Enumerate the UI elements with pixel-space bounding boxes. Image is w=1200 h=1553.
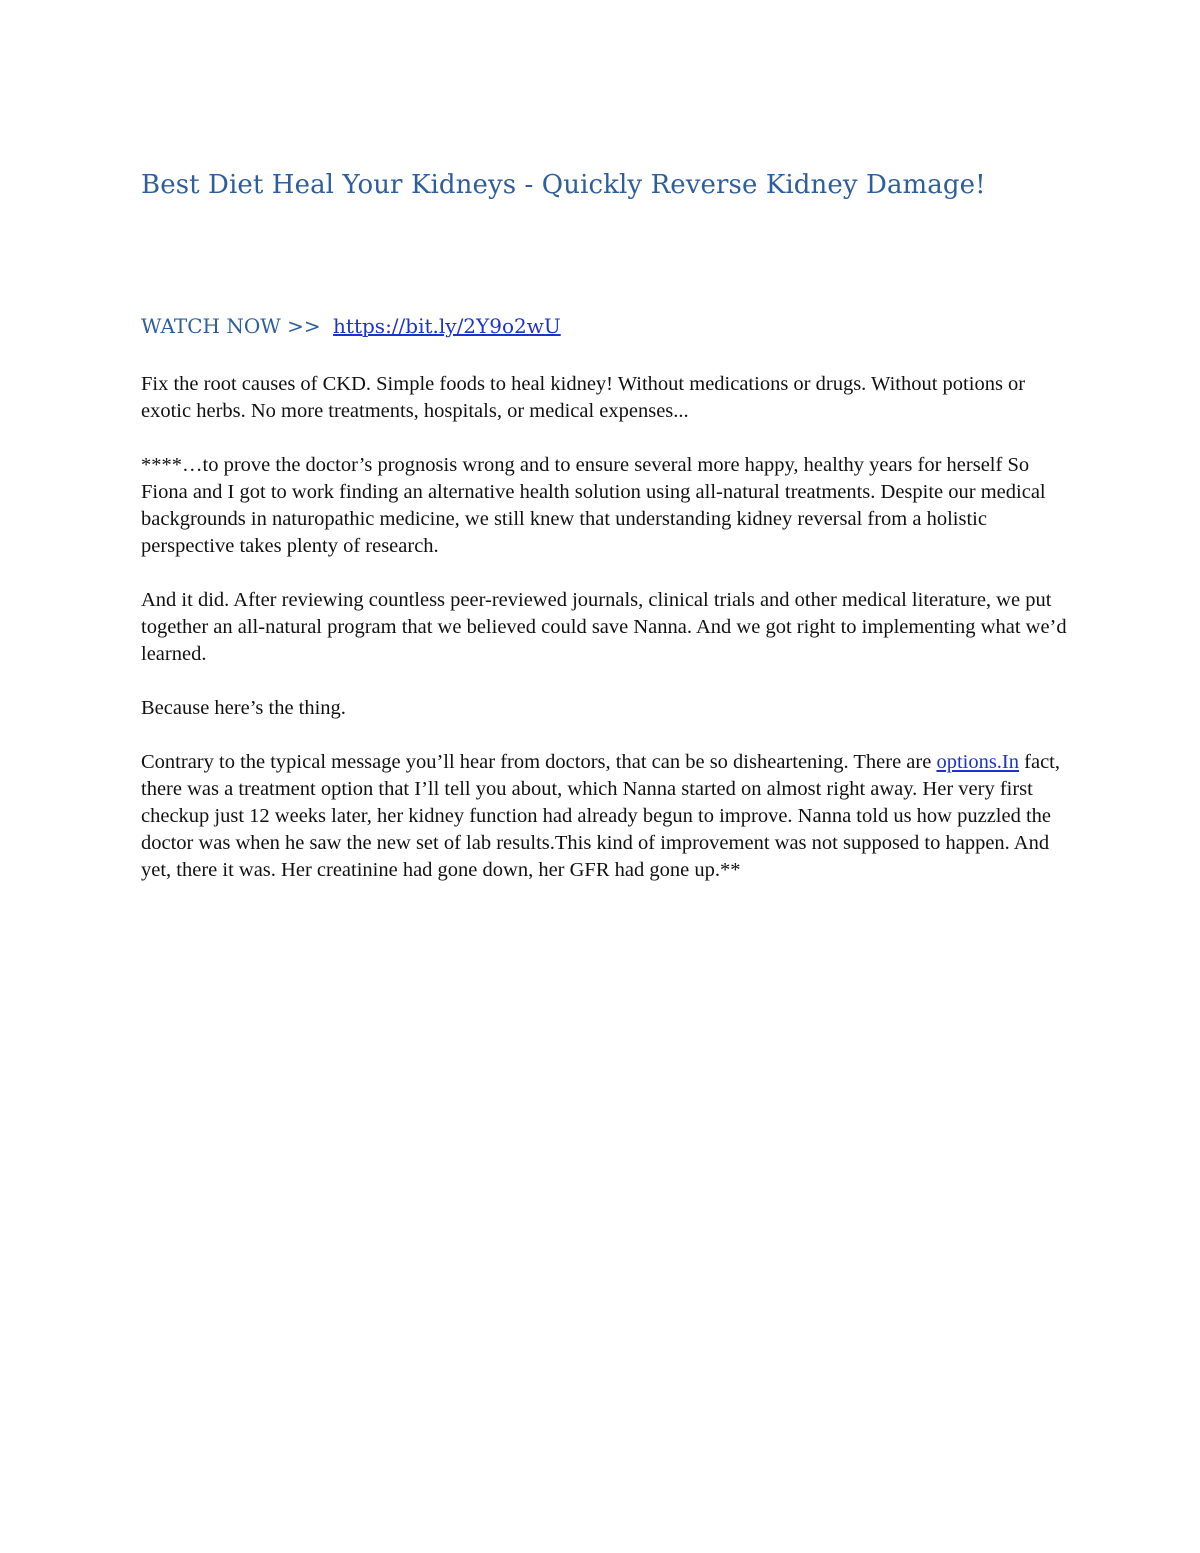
watch-now-label: WATCH NOW >> <box>141 314 321 338</box>
options-link[interactable]: options.In <box>936 751 1020 773</box>
watch-now-link[interactable]: https://bit.ly/2Y9o2wU <box>333 314 561 338</box>
watch-now-line <box>141 311 1071 341</box>
paragraph-options <box>141 749 1071 884</box>
document-title: Best Diet Heal Your Kidneys - Quickly Reverse Kidney Damage! <box>141 170 986 200</box>
paragraph-research: And it did. After reviewing countless peer-reviewed journals, clinical trials and other medical literature, we put together an all-natural program that we believed could save Nanna. And we got right to implementing what we’d learned. <box>141 589 1067 665</box>
paragraph-options-before: Contrary to the typical message you’ll hear from doctors, that can be so disheartening. There are <box>141 751 937 773</box>
paragraph-options-after: fact, there was a treatment option that I’ll tell you about, which Nanna started on almost right away. Her very first checkup just 12 weeks later, her kidney function had already begun to improve. Nanna told us how puzzled the doctor was when he saw the new set of lab results.This kind of improvement was not supposed to happen. And yet, there it was. Her creatinine had gone down, her GFR had gone up.** <box>141 751 1060 881</box>
document-content <box>141 167 1071 884</box>
paragraph-prognosis: ****…to prove the doctor’s prognosis wrong and to ensure several more happy, healthy years for herself So Fiona and I got to work finding an alternative health solution using all-natural treatments. Despite our medical backgrounds in naturopathic medicine, we still knew that understanding kidney reversal from a holistic perspective takes plenty of research. <box>141 454 1046 557</box>
paragraph-intro: Fix the root causes of CKD. Simple foods to heal kidney! Without medications or drugs. Without potions or exotic herbs. No more treatments, hospitals, or medical expenses... <box>141 373 1026 422</box>
paragraph-the-thing: Because here’s the thing. <box>141 697 346 719</box>
